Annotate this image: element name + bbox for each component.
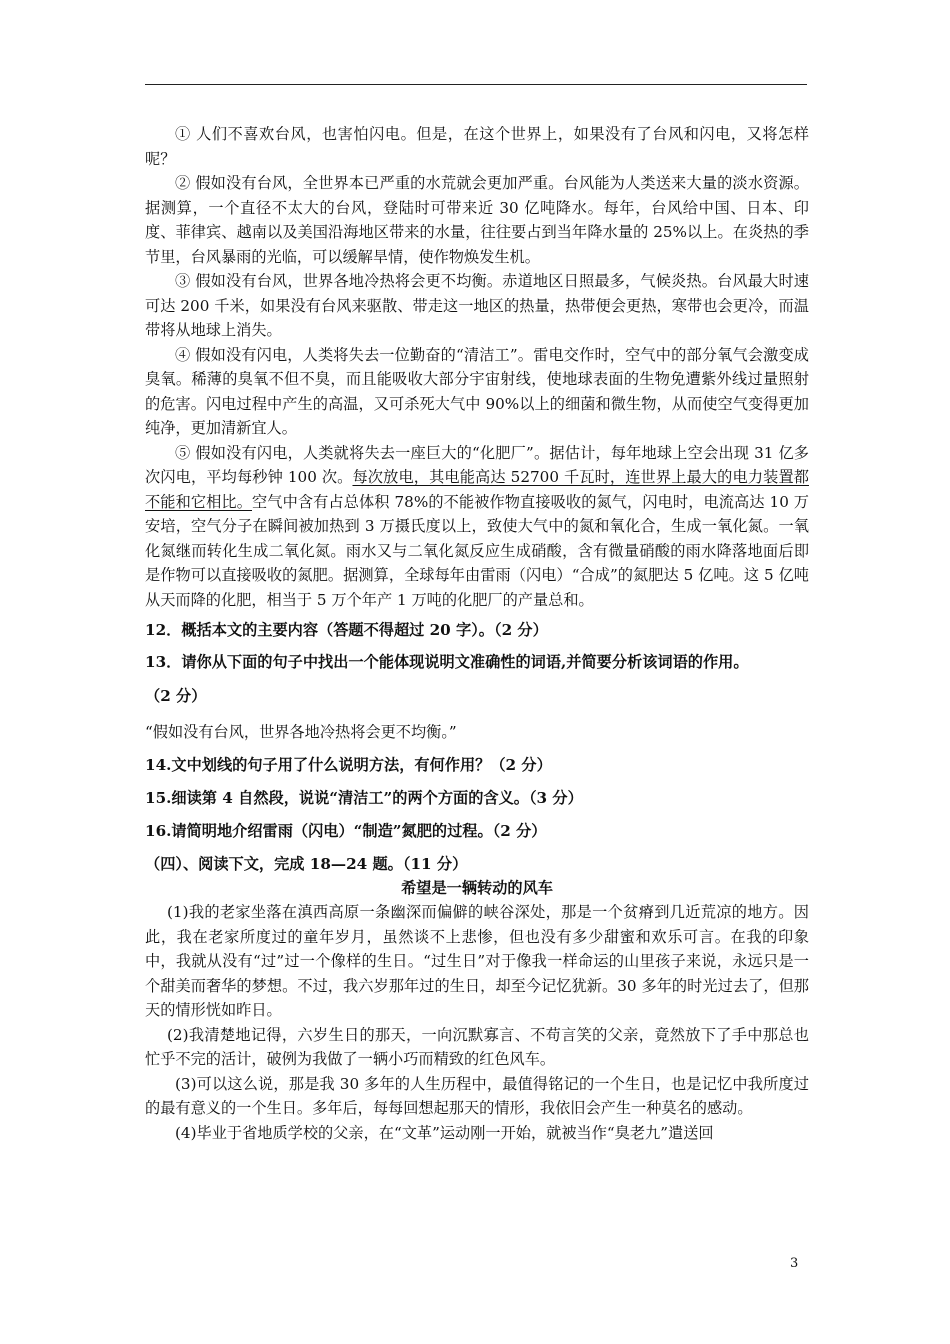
header-rule [145, 84, 807, 85]
section-4-heading: （四）、阅读下文，完成 18—24 题。（11 分） [145, 855, 468, 873]
page-number: 3 [790, 1256, 799, 1271]
question-14: 14.文中划线的句子用了什么说明方法，有何作用？（2 分） [145, 756, 552, 774]
question-15: 15.细读第 4 自然段，说说“清洁工”的两个方面的含义。（3 分） [145, 789, 583, 807]
passage-paragraph-5 [145, 441, 809, 613]
article-paragraph-4: (4)毕业于省地质学校的父亲，在“文革”运动刚一开始，就被当作“臭老九”遣送回 [175, 1123, 714, 1142]
article-paragraph-1: (1)我的老家坐落在滇西高原一条幽深而偏僻的峡谷深处，那是一个贫瘠到几近荒凉的地方。因此，我在老家所度过的童年岁月，虽然谈不上悲惨，但也没有多少甜蜜和欢乐可言。在我的印象中，我就从没有“过”过一个像样的生日。“过生日”对于像我一样命运的山里孩子来说，永远只是一个甜美而奢华的梦想。不过，我六岁那年过的生日，却至今记忆犹新。30 多年的时光过去了，但那天的情形恍如昨日。 [145, 903, 809, 1019]
article-paragraph-3: (3)可以这么说，那是我 30 多年的人生历程中，最值得铭记的一个生日，也是记忆中我所度过的最有意义的一个生日。多年后，每每回想起那天的情形，我依旧会产生一种莫名的感动。 [145, 1074, 809, 1117]
passage-paragraph-2: ② 假如没有台风，全世界本已严重的水荒就会更加严重。台风能为人类送来大量的淡水资源。据测算，一个直径不太大的台风，登陆时可带来近 30 亿吨降水。每年，台风给中国、日本、印度、菲律宾、越南以及美国沿海地区带来的水量，往往要占到当年降水量的 25%以上。在炎热的季节里，台风暴雨的光临，可以缓解旱情，使作物焕发生机。 [145, 174, 809, 266]
passage-paragraph-3: ③ 假如没有台风，世界各地冷热将会更不均衡。赤道地区日照最多，气候炎热。台风最大时速可达 200 千米，如果没有台风来驱散、带走这一地区的热量，热带便会更热，寒带也会更冷，而温带将从地球上消失。 [145, 272, 809, 339]
paragraph-5-text-before: ⑤ 假如没有闪电，人类就将失去一座巨大的“化肥厂”。据估计，每年地球上空会出现 31 亿多次闪电，平均每秒钟 100 次。 [145, 443, 809, 486]
page-content [145, 122, 809, 1145]
question-13-score: （2 分） [145, 687, 207, 705]
question-13: 13．请你从下面的句子中找出一个能体现说明文准确性的词语,并简要分析该词语的作用。 [145, 653, 749, 671]
paragraph-5-text-after: 空气中含有占总体积 78%的不能被作物直接吸收的氮气，闪电时，电流高达 10 万安培，空气分子在瞬间被加热到 3 万摄氏度以上，致使大气中的氮和氧化合，生成一氧化氮。一氧化氮继而转化生成二氧化氮。雨水又与二氧化氮反应生成硝酸，含有微量硝酸的雨水降落地面后即是作物可以直接吸收的氮肥。据测算，全球每年由雷雨（闪电）“合成”的氮肥达 5 亿吨。这 5 亿吨从天而降的化肥，相当于 5 万个年产 1 万吨的化肥厂的产量总和。 [145, 492, 809, 609]
passage-paragraph-1: ① 人们不喜欢台风，也害怕闪电。但是，在这个世界上，如果没有了台风和闪电，又将怎样呢？ [145, 125, 809, 168]
article-paragraph-2: (2)我清楚地记得，六岁生日的那天，一向沉默寡言、不苟言笑的父亲，竟然放下了手中那总也忙乎不完的活计，破例为我做了一辆小巧而精致的红色风车。 [145, 1025, 809, 1068]
underlined-sentence: 每次放电，其电能高达 52700 千瓦时，连世界上最大的电力装置都不能和它相比。 [145, 468, 809, 511]
passage-paragraph-4: ④ 假如没有闪电，人类将失去一位勤奋的“清洁工”。雷电交作时，空气中的部分氧气会激变成臭氧。稀薄的臭氧不但不臭，而且能吸收大部分宇宙射线，使地球表面的生物免遭紫外线过量照射的危害。闪电过程中产生的高温，又可杀死大气中 90%以上的细菌和微生物，从而使空气变得更加纯净，更加清新宜人。 [145, 345, 809, 437]
question-16: 16.请简明地介绍雷雨（闪电）“制造”氮肥的过程。（2 分） [145, 822, 547, 840]
article-title: 希望是一辆转动的风车 [401, 879, 553, 897]
question-12: 12．概括本文的主要内容（答题不得超过 20 字）。（2 分） [145, 621, 548, 639]
question-13-quote: “假如没有台风，世界各地冷热将会更不均衡。” [145, 723, 457, 741]
